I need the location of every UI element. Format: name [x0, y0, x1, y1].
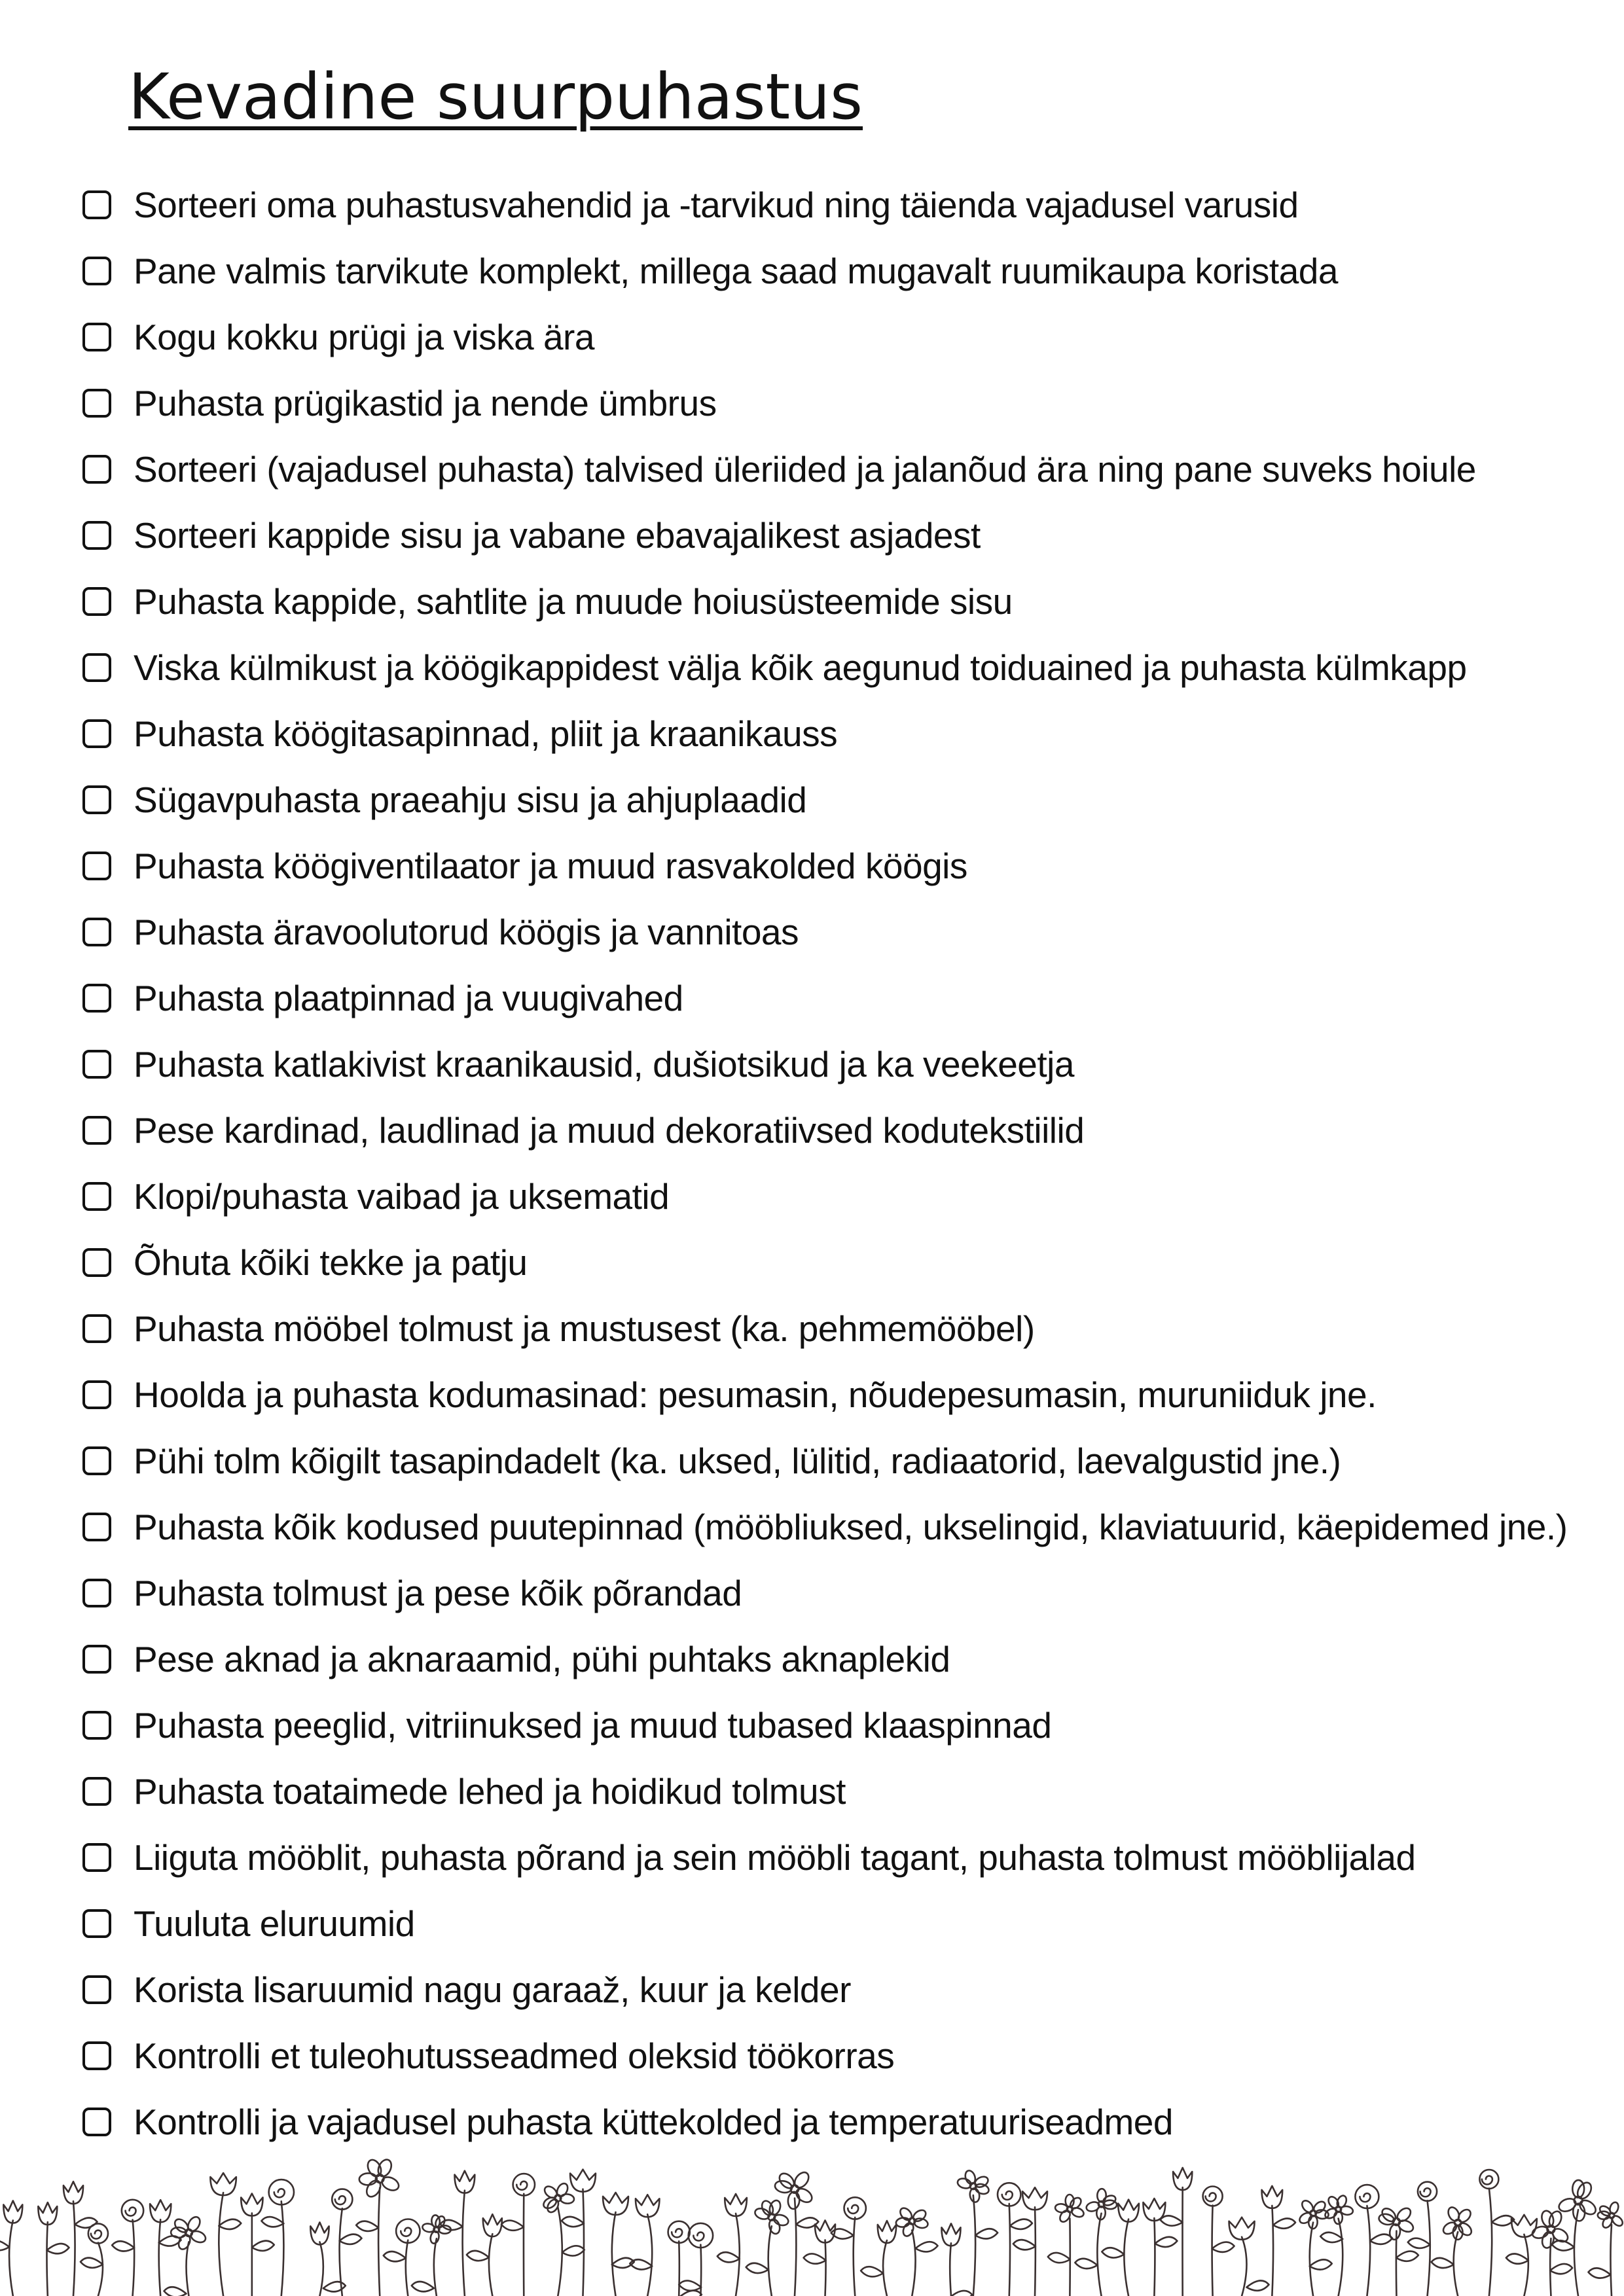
checklist-item-label: Hoolda ja puhasta kodumasinad: pesumasin, nõudepesumasin, muruniiduk jne. — [134, 1374, 1377, 1415]
checklist-item-label: Puhasta tolmust ja pese kõik põrandad — [134, 1572, 742, 1613]
checklist-item-label: Puhasta köögitasapinnad, pliit ja kraanikauss — [134, 713, 838, 754]
checkbox[interactable] — [82, 455, 111, 484]
checkbox[interactable] — [82, 1513, 111, 1541]
checkbox[interactable] — [82, 1182, 111, 1211]
checklist-item-label: Pese kardinad, laudlinad ja muud dekoratiivsed kodutekstiilid — [134, 1109, 1085, 1151]
checkbox[interactable] — [82, 1314, 111, 1343]
checklist-item — [82, 568, 1568, 634]
checklist-item — [82, 766, 1568, 833]
checklist-item — [82, 1494, 1568, 1560]
checklist-item-label: Sorteeri oma puhastusvahendid ja -tarvikud ning täienda vajadusel varusid — [134, 184, 1299, 225]
checklist-item — [82, 238, 1568, 304]
checklist-item — [82, 2089, 1568, 2155]
checklist-item — [82, 700, 1568, 766]
checklist — [82, 171, 1568, 2155]
checklist-item — [82, 1890, 1568, 1956]
checklist-item — [82, 304, 1568, 370]
checklist-item — [82, 1560, 1568, 1626]
checkbox[interactable] — [82, 2041, 111, 2070]
checklist-item-label: Kogu kokku prügi ja viska ära — [134, 316, 594, 357]
checklist-item — [82, 1824, 1568, 1890]
checklist-item — [82, 1163, 1568, 1229]
checklist-item — [82, 965, 1568, 1031]
checkbox[interactable] — [82, 587, 111, 616]
checkbox[interactable] — [82, 1909, 111, 1938]
checklist-item-label: Korista lisaruumid nagu garaaž, kuur ja kelder — [134, 1969, 851, 2010]
checklist-item-label: Puhasta kõik kodused puutepinnad (mööbliuksed, ukselingid, klaviatuurid, käepidemed jne.) — [134, 1506, 1568, 1547]
checkbox[interactable] — [82, 1777, 111, 1806]
checkbox[interactable] — [82, 785, 111, 814]
checklist-item-label: Pese aknad ja aknaraamid, pühi puhtaks aknaplekid — [134, 1638, 950, 1679]
checklist-item-label: Kontrolli ja vajadusel puhasta küttekolded ja temperatuuriseadmed — [134, 2101, 1173, 2142]
checklist-item — [82, 634, 1568, 700]
flower-border-illustration — [0, 2152, 1624, 2296]
checkbox[interactable] — [82, 1579, 111, 1607]
checkbox[interactable] — [82, 521, 111, 550]
checklist-item-label: Puhasta katlakivist kraanikausid, dušiotsikud ja ka veekeetja — [134, 1043, 1074, 1085]
checklist-item — [82, 1361, 1568, 1427]
checkbox[interactable] — [82, 1645, 111, 1674]
checklist-item-label: Pane valmis tarvikute komplekt, millega saad mugavalt ruumikaupa koristada — [134, 250, 1338, 291]
checklist-item-label: Klopi/puhasta vaibad ja uksematid — [134, 1175, 670, 1217]
checkbox[interactable] — [82, 1843, 111, 1872]
checklist-item — [82, 1427, 1568, 1494]
checkbox[interactable] — [82, 1248, 111, 1277]
checklist-item — [82, 833, 1568, 899]
checkbox[interactable] — [82, 1380, 111, 1409]
checkbox[interactable] — [82, 1711, 111, 1740]
checkbox[interactable] — [82, 984, 111, 1013]
checklist-item — [82, 2022, 1568, 2089]
checklist-item-label: Sorteeri (vajadusel puhasta) talvised üleriided ja jalanõud ära ning pane suveks hoiule — [134, 448, 1476, 490]
checklist-item-label: Puhasta peeglid, vitriinuksed ja muud tubased klaaspinnad — [134, 1704, 1052, 1746]
checklist-item-label: Puhasta köögiventilaator ja muud rasvakolded köögis — [134, 845, 967, 886]
checklist-item — [82, 502, 1568, 568]
checkbox[interactable] — [82, 190, 111, 219]
checklist-item — [82, 436, 1568, 502]
checklist-item-label: Pühi tolm kõigilt tasapindadelt (ka. uksed, lülitid, radiaatorid, laevalgustid jne.) — [134, 1440, 1341, 1481]
checkbox[interactable] — [82, 653, 111, 682]
checklist-item-label: Puhasta kappide, sahtlite ja muude hoiusüsteemide sisu — [134, 581, 1013, 622]
checklist-item-label: Puhasta äravoolutorud köögis ja vannitoas — [134, 911, 799, 952]
checklist-item-label: Õhuta kõiki tekke ja patju — [134, 1242, 528, 1283]
checklist-item-label: Puhasta prügikastid ja nende ümbrus — [134, 382, 717, 423]
checklist-item — [82, 1956, 1568, 2022]
checklist-item — [82, 370, 1568, 436]
page-title: Kevadine suurpuhastus — [128, 60, 863, 134]
checkbox[interactable] — [82, 2108, 111, 2136]
checkbox[interactable] — [82, 1116, 111, 1145]
checkbox[interactable] — [82, 719, 111, 748]
checklist-item — [82, 1229, 1568, 1295]
checklist-item — [82, 1692, 1568, 1758]
checklist-item — [82, 1626, 1568, 1692]
checklist-item-label: Puhasta toataimede lehed ja hoidikud tolmust — [134, 1770, 846, 1812]
checklist-item — [82, 171, 1568, 238]
checkbox[interactable] — [82, 389, 111, 418]
checklist-item — [82, 1097, 1568, 1163]
checklist-item-label: Sorteeri kappide sisu ja vabane ebavajalikest asjadest — [134, 514, 981, 556]
checkbox[interactable] — [82, 323, 111, 351]
checkbox[interactable] — [82, 918, 111, 946]
checklist-item-label: Liiguta mööblit, puhasta põrand ja sein mööbli tagant, puhasta tolmust mööblijalad — [134, 1837, 1416, 1878]
checklist-item-label: Puhasta mööbel tolmust ja mustusest (ka. pehmemööbel) — [134, 1308, 1035, 1349]
checkbox[interactable] — [82, 1050, 111, 1079]
checklist-item — [82, 1031, 1568, 1097]
checkbox[interactable] — [82, 1975, 111, 2004]
checklist-item — [82, 1758, 1568, 1824]
checkbox[interactable] — [82, 257, 111, 285]
checklist-item-label: Tuuluta eluruumid — [134, 1903, 415, 1944]
checklist-item — [82, 899, 1568, 965]
checkbox[interactable] — [82, 852, 111, 880]
checklist-item-label: Viska külmikust ja köögikappidest välja kõik aegunud toiduained ja puhasta külmkapp — [134, 647, 1467, 688]
checkbox[interactable] — [82, 1446, 111, 1475]
checklist-item — [82, 1295, 1568, 1361]
checklist-item-label: Puhasta plaatpinnad ja vuugivahed — [134, 977, 683, 1018]
checklist-item-label: Sügavpuhasta praeahju sisu ja ahjuplaadid — [134, 779, 807, 820]
checklist-item-label: Kontrolli et tuleohutusseadmed oleksid töökorras — [134, 2035, 895, 2076]
